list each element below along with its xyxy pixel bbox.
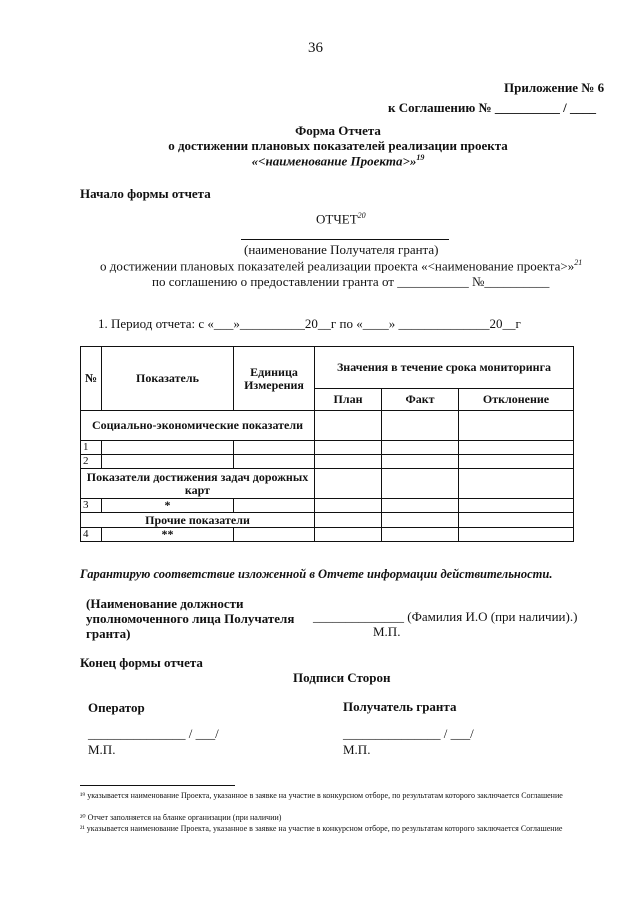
row-number: 3 <box>81 499 102 513</box>
operator-signature-line[interactable]: _______________ / ___/ <box>88 726 219 741</box>
footnote-20: ²⁰ Отчет заполняется на бланке организации (при наличии) <box>80 813 282 822</box>
cell-deviation[interactable] <box>459 499 574 513</box>
cell-plan[interactable] <box>315 469 382 499</box>
cell-deviation[interactable] <box>459 469 574 499</box>
section-roadmap: Показатели достижения задач дорожных карт <box>81 469 315 499</box>
cell-plan[interactable] <box>315 528 382 542</box>
header-fact: Факт <box>382 389 459 411</box>
appendix-label: Приложение № 6 <box>504 80 605 95</box>
cell-unit[interactable] <box>234 499 315 513</box>
guarantee-statement: Гарантирую соответствие изложенной в Отчете информации действительности. <box>80 567 553 581</box>
stamp-label: М.П. <box>373 624 401 639</box>
cell-fact[interactable] <box>382 441 459 455</box>
position-label-2: уполномоченного лица Получателя <box>86 611 295 626</box>
header-plan: План <box>315 389 382 411</box>
section-other: Прочие показатели <box>81 513 315 528</box>
report-title: ОТЧЕТ$^{20}$ <box>316 211 366 227</box>
row-number: 2 <box>81 455 102 469</box>
cell-fact[interactable] <box>382 528 459 542</box>
header-unit: Единица Измерения <box>234 347 315 411</box>
cell-plan[interactable] <box>315 455 382 469</box>
position-label-1: (Наименование должности <box>86 596 244 611</box>
cell-fact[interactable] <box>382 469 459 499</box>
cell-deviation[interactable] <box>459 513 574 528</box>
signature-name-field[interactable]: ______________ (Фамилия И.О (при наличии).) <box>313 609 578 624</box>
indicator-star: * <box>102 499 234 513</box>
project-name-placeholder: «<наименование Проекта>»$^{19}$ <box>251 153 425 169</box>
cell-indicator[interactable] <box>102 441 234 455</box>
agreement-reference: к Соглашению № __________ / ____ <box>388 100 596 115</box>
recipient-label: Получатель гранта <box>343 699 457 714</box>
cell-plan[interactable] <box>315 499 382 513</box>
report-description: о достижении плановых показателей реализации проекта «<наименование проекта>»$^{21}$ <box>100 258 583 274</box>
cell-unit[interactable] <box>234 455 315 469</box>
cell-fact[interactable] <box>382 513 459 528</box>
operator-stamp: М.П. <box>88 742 116 757</box>
header-indicator: Показатель <box>102 347 234 411</box>
table-row <box>81 499 574 513</box>
cell-deviation[interactable] <box>459 528 574 542</box>
form-subtitle: о достижении плановых показателей реализации проекта <box>168 138 508 153</box>
footnote-ref-19: 19 <box>416 153 425 162</box>
cell-plan[interactable] <box>315 411 382 441</box>
cell-fact[interactable] <box>382 455 459 469</box>
section-socioeconomic: Социально-экономические показатели <box>81 411 315 441</box>
table-row <box>81 528 574 542</box>
footnote-ref-21: 21 <box>574 258 583 267</box>
footnote-divider <box>80 785 235 786</box>
cell-deviation[interactable] <box>459 411 574 441</box>
header-values: Значения в течение срока мониторинга <box>315 347 574 389</box>
position-label-3: гранта) <box>86 626 131 641</box>
row-number: 1 <box>81 441 102 455</box>
footnote-21: ²¹ указывается наименование Проекта, указанное в заявке на участие в конкурсном отборе, по результатам которого заключается Соглашение <box>80 824 563 833</box>
form-title: Форма Отчета <box>295 123 381 138</box>
report-period-line: 1. Период отчета: с «___»__________20__г по «____» ______________20__г <box>98 316 521 331</box>
cell-deviation[interactable] <box>459 441 574 455</box>
header-number: № <box>81 347 102 411</box>
cell-unit[interactable] <box>234 441 315 455</box>
cell-deviation[interactable] <box>459 455 574 469</box>
header-deviation: Отклонение <box>459 389 574 411</box>
recipient-caption: (наименование Получателя гранта) <box>244 242 439 257</box>
table-row <box>81 441 574 455</box>
indicators-table <box>80 346 574 542</box>
table-row <box>81 455 574 469</box>
footnote-19: ¹⁹ указывается наименование Проекта, указанное в заявке на участие в конкурсном отборе, по результатам которого заключается Соглашение <box>80 791 563 800</box>
indicator-double-star: ** <box>102 528 234 542</box>
operator-label: Оператор <box>88 700 145 715</box>
cell-fact[interactable] <box>382 411 459 441</box>
recipient-stamp: М.П. <box>343 742 371 757</box>
cell-fact[interactable] <box>382 499 459 513</box>
recipient-signature-line[interactable]: _______________ / ___/ <box>343 726 474 741</box>
footnote-ref-20: 20 <box>357 211 366 220</box>
form-start-label: Начало формы отчета <box>80 186 211 201</box>
cell-unit[interactable] <box>234 528 315 542</box>
form-end-label: Конец формы отчета <box>80 655 203 670</box>
page-number: 36 <box>308 40 323 56</box>
cell-plan[interactable] <box>315 513 382 528</box>
signatures-title: Подписи Сторон <box>293 670 391 685</box>
row-number: 4 <box>81 528 102 542</box>
agreement-date-line: по соглашению о предоставлении гранта от ___________ №__________ <box>152 274 550 289</box>
cell-plan[interactable] <box>315 441 382 455</box>
recipient-name-field[interactable] <box>241 239 449 240</box>
cell-indicator[interactable] <box>102 455 234 469</box>
